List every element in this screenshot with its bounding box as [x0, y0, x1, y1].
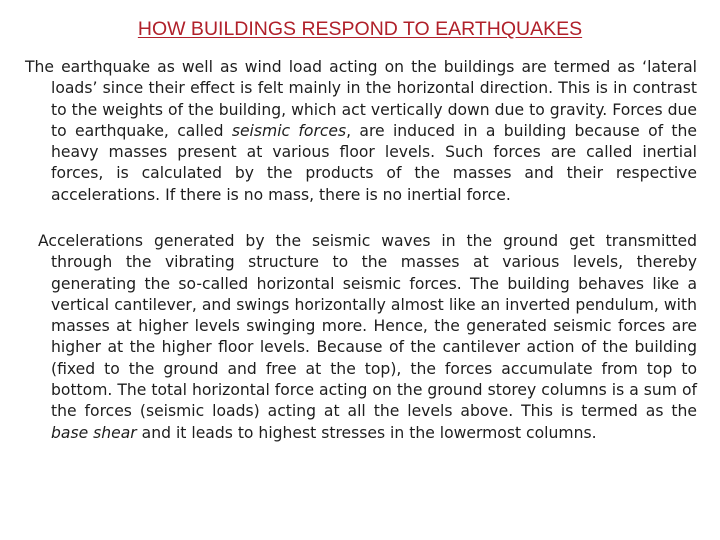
paragraph-text: The earthquake as well as wind load acting on the buildings are termed as ‘lateral loads’ since their effect is felt mainly in the horizontal direction. This is in contrast to the weights of the building, which act vertically down due to gravity. Forces due to earthquake, called [25, 58, 697, 140]
paragraph-text: , are induced in a building because of the heavy masses present at various floor levels. Such forces are called inertial forces, is calculated by the products of the masses and their respective accelerations. If there is no mass, there is no inertial force. [51, 121, 698, 204]
paragraph-lateral-loads [25, 57, 698, 206]
paragraph-text: Accelerations generated by the seismic waves in the ground get transmitted through the vibrating structure to the masses at various levels, thereby generating the so-called horizontal seismic forces. The building behaves like a vertical cantilever, and swings horizontally almost like an inverted pendulum, with masses at higher levels swinging more. Hence, the generated seismic forces are higher at the higher floor levels. Because of the cantilever action of the building (fixed to the ground and free at the top), the forces accumulate from top to bottom. The total horizontal force acting on the ground storey columns is a sum of the forces (seismic loads) acting at all the levels above. This is termed as the [38, 232, 697, 421]
paragraph-accelerations [38, 231, 697, 444]
emphasis-base-shear: base shear [51, 423, 137, 442]
page-title: HOW BUILDINGS RESPOND TO EARTHQUAKES [137, 18, 583, 40]
paragraph-text: and it leads to highest stresses in the lowermost columns. [136, 423, 597, 442]
emphasis-seismic-forces: seismic forces [231, 121, 347, 140]
